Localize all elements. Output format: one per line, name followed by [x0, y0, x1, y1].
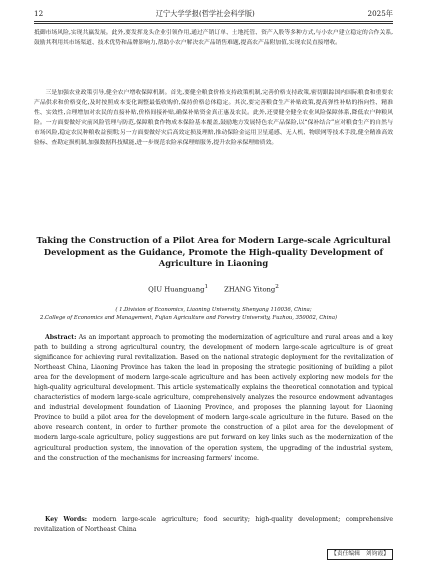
- author-affiliation-mark: 1: [204, 284, 209, 290]
- chinese-paragraph-2: 三是加强农业政策引导,健全农户增收保障机制。首先,要健全粮食价格支持政策机制,完善价格支持政策,密切跟踪国内国际粮食和重要农产品供求和价格变化,及时按照成本变化调整最低收购价,保持价格总体稳定。其次,要完善粮食生产补贴政策,提高弹性补贴的指向性、精准性、实效性,合理增加对农民的直接补贴,价格间接补贴,确保补贴资金真正惠及农民。此外,还要健全健全农业风险保障体系,降低农户种粮风险。一方面要做好灾前风险管理与防范,保障粮食作物成本保险基本覆盖,鼓励地方发展特色农产品保险,以“保补结合”应对粮食生产的自然与市场风险,稳定农民种粮收益预期;另一方面要做好灾后高效定损及理赔,推动保险金运用卫星遥感、无人机、物联网等技术手段,健全精准高效验标、查勘定损机制,加强数据科技赋能,进一步规范农险承保理赔服务,提升农险承保理赔质效。: [34, 90, 393, 146]
- responsible-editor-box: 【责任编辑 刘钧霞】: [327, 549, 393, 560]
- journal-name: 辽宁大学学报(哲学社会科学版): [155, 9, 255, 18]
- abstract-label: Abstract:: [45, 334, 77, 341]
- abstract-text: As an important approach to promoting the modernization of agriculture and rural areas and a key path to building a strong agricultural country, the development of modern large-scale agriculture is of great significance for achieving rural revitalization. Based on the national strategic deployment for the revitalization of Northeast China, Liaoning Province has taken the lead in proposing the strategic positioning of building a pilot area for the development of modern large-scale agriculture and has been actively exploring new models for the high-quality agricultural development. This article systematically explains the theoretical connotation and typical characteristics of modern large-scale agriculture, comprehensively analyzes the resource endowment advantages and industrial development foundation of Liaoning Province, and proposes the planning layout for Liaoning Province to build a pilot area for the development of modern large-scale agriculture in the future. Based on the above research content, in order to further promote the construction of a pilot area for the development of modern large-scale agriculture, policy suggestions are put forward on key links such as the modernization of the agricultural production system, the innovation of the operation system, the upgrading of the industrial system, and the construction of the mechanisms for increasing farmers' income.: [34, 334, 394, 462]
- keywords-label: Key Words:: [45, 516, 88, 523]
- author-name: QIU Huanguang: [148, 285, 205, 294]
- english-article-title: Taking the Construction of a Pilot Area for Modern Large-scale Agricultural Development as the Guidance, Promote the High-quality Development of Agriculture in Liaoning: [36, 235, 391, 268]
- abstract: [34, 333, 393, 464]
- keywords: [34, 515, 393, 535]
- author-name: ZHANG Yitong: [224, 285, 276, 294]
- affiliation-2: 2.College of Economics and Management, Fujian Agriculture and Forestry University, Fuzhou, 350002, China): [40, 315, 338, 321]
- author-line: [34, 283, 393, 294]
- affiliation-1: ( 1.Division of Economics, Liaoning University, Shenyang 110036, China;: [115, 307, 312, 313]
- publication-year: 2025年: [367, 9, 393, 18]
- chinese-paragraph-1: 抵御市场风险,实现共赢发展。此外,要发挥龙头企业引领作用,通过产销订单、土地托管、资产入股等多种方式,与小农户建立稳定的合作关系,鼓励其利用其市场渠道、技术优势和品牌影响力,帮助小农户解决农产品销售难题,提高农产品附加值,实现农民直接增收。: [34, 30, 393, 46]
- page-number: 12: [34, 9, 44, 18]
- keywords-text: modern large-scale agriculture; food security; high-quality development; comprehensive revitalization of Northeast China: [34, 516, 394, 533]
- author-affiliation-mark: 2: [275, 284, 279, 290]
- running-header: [34, 9, 393, 18]
- header-rule: [34, 21, 393, 22]
- header-rule-thin: [34, 23, 393, 24]
